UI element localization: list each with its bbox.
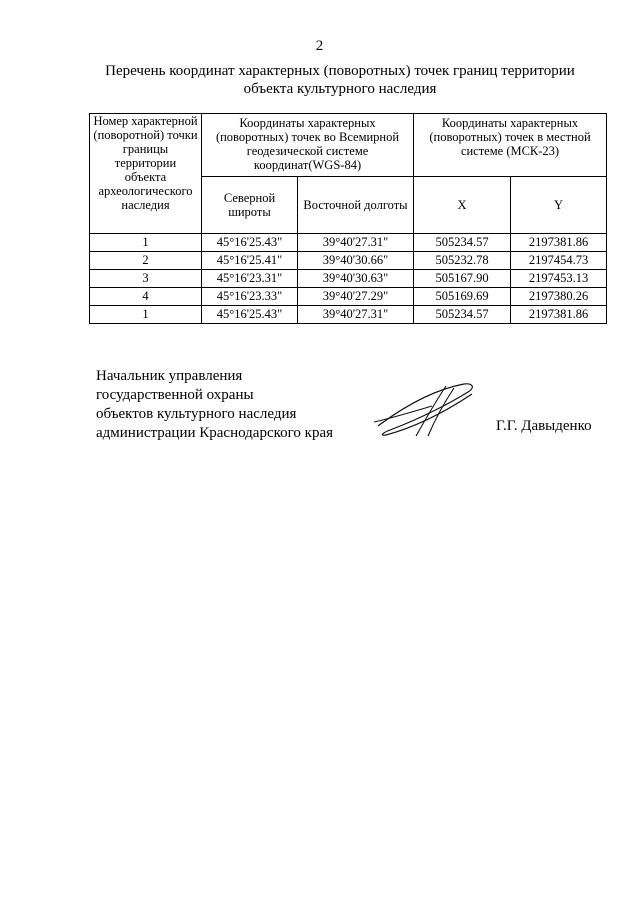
cell-point: 2 — [90, 252, 202, 270]
cell-north: 45°16'23.33" — [202, 288, 298, 306]
cell-y: 2197381.86 — [511, 306, 607, 324]
table-row — [90, 252, 607, 270]
table-row — [90, 270, 607, 288]
header-y: Y — [511, 177, 607, 234]
cell-east: 39°40'30.63" — [298, 270, 414, 288]
handwritten-signature — [372, 378, 482, 440]
document-title-line-1: Перечень координат характерных (поворотных) точек границ территории — [105, 63, 575, 79]
cell-point: 4 — [90, 288, 202, 306]
header-msk23-group: Координаты характерных (поворотных) точек в местной системе (МСК-23) — [414, 114, 607, 177]
cell-north: 45°16'23.31" — [202, 270, 298, 288]
cell-x: 505234.57 — [414, 306, 511, 324]
coordinates-table — [89, 113, 607, 324]
cell-x: 505169.69 — [414, 288, 511, 306]
header-east-longitude: Восточной долготы — [298, 177, 414, 234]
cell-point: 1 — [90, 234, 202, 252]
cell-east: 39°40'27.29" — [298, 288, 414, 306]
cell-north: 45°16'25.43" — [202, 234, 298, 252]
signatory-position — [96, 367, 333, 443]
cell-east: 39°40'27.31" — [298, 306, 414, 324]
header-wgs84-group: Координаты характерных (поворотных) точек во Всемирной геодезической системе координат(WGS-84) — [202, 114, 414, 177]
cell-y: 2197381.86 — [511, 234, 607, 252]
header-x: X — [414, 177, 511, 234]
cell-x: 505234.57 — [414, 234, 511, 252]
cell-north: 45°16'25.43" — [202, 306, 298, 324]
document-title — [60, 62, 620, 98]
cell-north: 45°16'25.41" — [202, 252, 298, 270]
header-north-latitude: Северной широты — [202, 177, 298, 234]
table-header-row — [90, 114, 607, 177]
table-row — [90, 234, 607, 252]
cell-y: 2197380.26 — [511, 288, 607, 306]
signatory-name: Г.Г. Давыденко — [496, 418, 592, 434]
header-point-number: Номер характерной (поворотной) точки границы территории объекта археологического наследия — [90, 114, 202, 234]
table-row — [90, 306, 607, 324]
cell-point: 1 — [90, 306, 202, 324]
signatory-position-line: объектов культурного наследия — [96, 406, 297, 422]
cell-y: 2197453.13 — [511, 270, 607, 288]
cell-x: 505167.90 — [414, 270, 511, 288]
cell-y: 2197454.73 — [511, 252, 607, 270]
cell-east: 39°40'27.31" — [298, 234, 414, 252]
signatory-position-line: администрации Краснодарского края — [96, 425, 334, 441]
table-row — [90, 288, 607, 306]
cell-east: 39°40'30.66" — [298, 252, 414, 270]
signatory-position-line: государственной охраны — [96, 387, 254, 403]
page-number: 2 — [315, 38, 324, 54]
cell-point: 3 — [90, 270, 202, 288]
cell-x: 505232.78 — [414, 252, 511, 270]
document-title-line-2: объекта культурного наследия — [243, 81, 437, 97]
signatory-position-line: Начальник управления — [96, 368, 243, 384]
